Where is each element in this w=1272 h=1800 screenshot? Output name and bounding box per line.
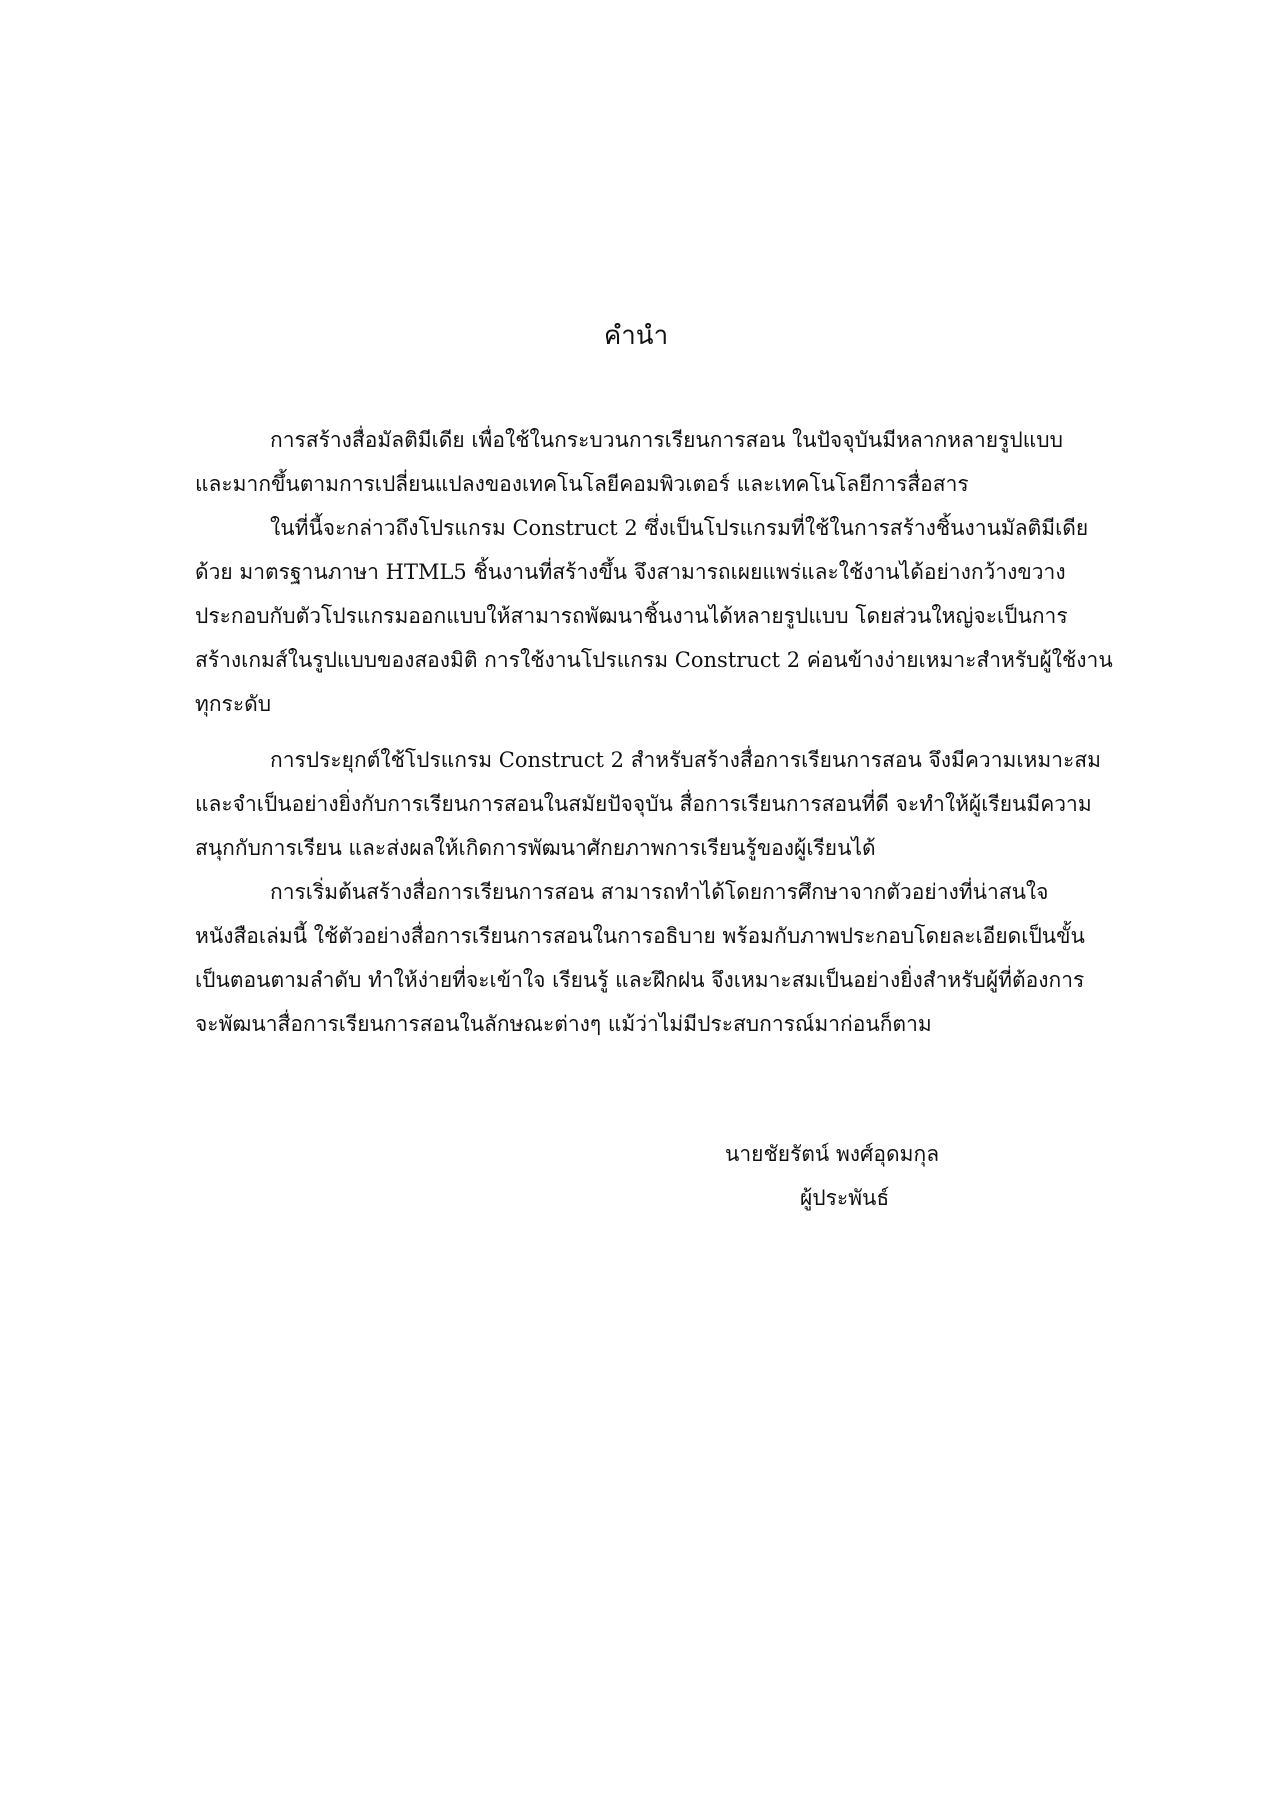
paragraph-1 [195, 418, 1125, 506]
paragraph-4 [195, 870, 1125, 1046]
paragraph-line: จะพัฒนาสื่อการเรียนการสอนในลักษณะต่างๆ แม้ว่าไม่มีประสบการณ์มาก่อนก็ตาม [195, 1012, 932, 1036]
paragraph-line: สนุกกับการเรียน และส่งผลให้เกิดการพัฒนาศักยภาพการเรียนรู้ของผู้เรียนได้ [195, 836, 876, 860]
author-role: ผู้ประพันธ์ [800, 1186, 890, 1210]
paragraph-line: ประกอบกับตัวโปรแกรมออกแบบให้สามารถพัฒนาชิ้นงานได้หลายรูปแบบ โดยส่วนใหญ่จะเป็นการ [195, 604, 1068, 628]
paragraph-line: หนังสือเล่มนี้ ใช้ตัวอย่างสื่อการเรียนการสอนในการอธิบาย พร้อมกับภาพประกอบโดยละเอียดเป็นขั้น [195, 924, 1085, 948]
paragraph-line: ทุกระดับ [195, 692, 272, 716]
signature-block [700, 1132, 1000, 1220]
author-name: นายชัยรัตน์ พงศ์อุดมกุล [725, 1142, 940, 1166]
paragraph-line: และมากขึ้นตามการเปลี่ยนแปลงของเทคโนโลยีคอมพิวเตอร์ และเทคโนโลยีการสื่อสาร [195, 472, 969, 496]
paragraph-line: การประยุกต์ใช้โปรแกรม Construct 2 สำหรับสร้างสื่อการเรียนการสอน จึงมีความเหมาะสม [270, 748, 1101, 772]
preface-body [195, 418, 1125, 1046]
page-title: คำนำ [603, 321, 669, 351]
paragraph-line: การเริ่มต้นสร้างสื่อการเรียนการสอน สามารถทำได้โดยการศึกษาจากตัวอย่างที่น่าสนใจ [270, 880, 1049, 904]
paragraph-2 [195, 506, 1125, 726]
paragraph-line: สร้างเกมส์ในรูปแบบของสองมิติ การใช้งานโปรแกรม Construct 2 ค่อนข้างง่ายเหมาะสำหรับผู้ใช้งาน [195, 648, 1113, 672]
paragraph-line: เป็นตอนตามลำดับ ทำให้ง่ายที่จะเข้าใจ เรียนรู้ และฝึกฝน จึงเหมาะสมเป็นอย่างยิ่งสำหรับผู้ที่ต้องการ [195, 968, 1085, 992]
paragraph-line: ในที่นี้จะกล่าวถึงโปรแกรม Construct 2 ซึ่งเป็นโปรแกรมที่ใช้ในการสร้างชิ้นงานมัลติมีเดีย [270, 516, 1089, 540]
paragraph-line: การสร้างสื่อมัลติมีเดีย เพื่อใช้ในกระบวนการเรียนการสอน ในปัจจุบันมีหลากหลายรูปแบบ [270, 428, 1063, 452]
paragraph-line: และจำเป็นอย่างยิ่งกับการเรียนการสอนในสมัยปัจจุบัน สื่อการเรียนการสอนที่ดี จะทำให้ผู้เรียนมีความ [195, 792, 1092, 816]
paragraph-3 [195, 738, 1125, 870]
paragraph-line: ด้วย มาตรฐานภาษา HTML5 ชิ้นงานที่สร้างขึ้น จึงสามารถเผยแพร่และใช้งานได้อย่างกว้างขวาง [195, 560, 1066, 584]
